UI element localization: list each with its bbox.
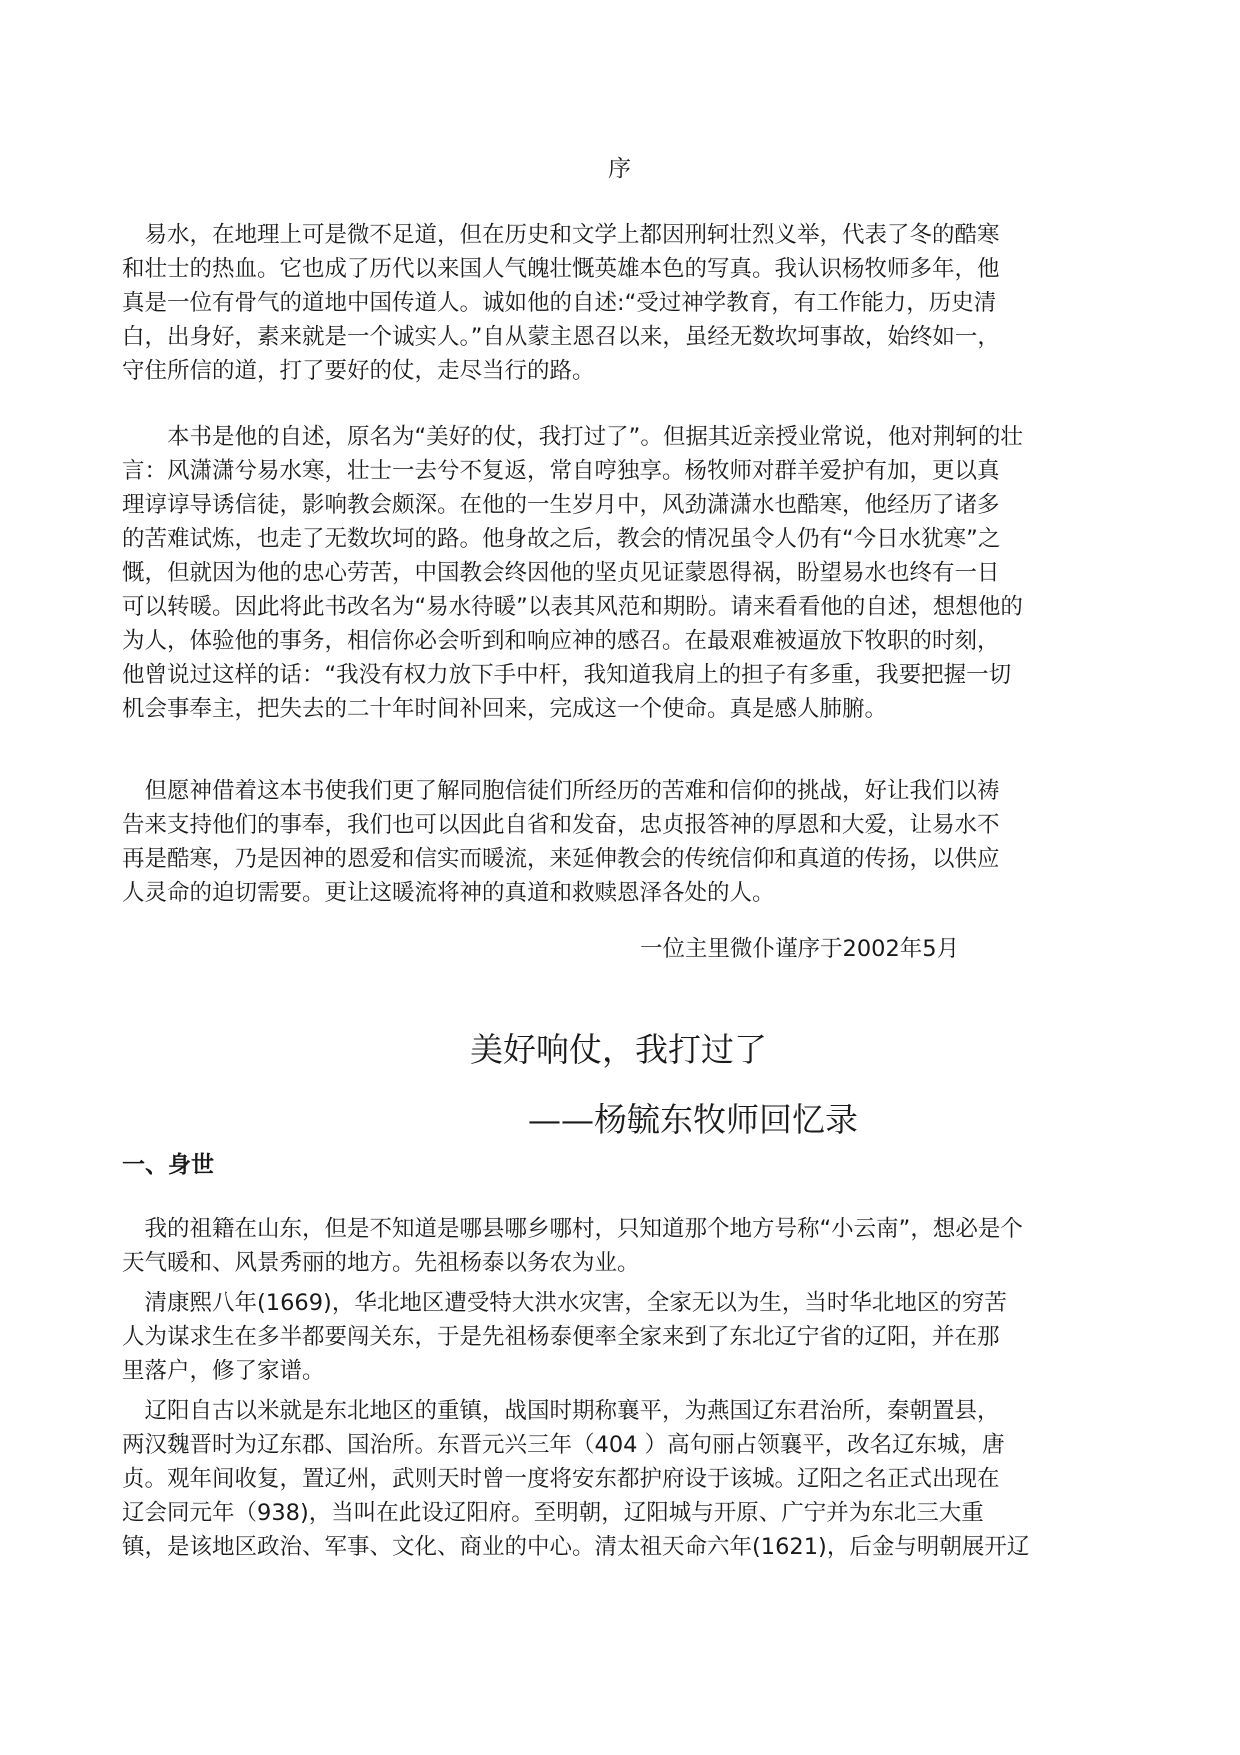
chapter-line: 辽会同元年（938)，当叫在此设辽阳府。至明朝，辽阳城与开原、广宁并为东北三大重 xyxy=(122,1500,984,1526)
preface-p2-line: 本书是他的自述，原名为“美好的仗，我打过了”。但据其近亲授业常说，他对荆轲的壮 xyxy=(122,424,1023,450)
chapter-line: 人为谋求生在多半都要闯关东，于是先祖杨泰便率全家来到了东北辽宁省的辽阳，并在那 xyxy=(122,1324,1000,1350)
chapter-line: 我的祖籍在山东，但是不知道是哪县哪乡哪村，只知道那个地方号称“小云南”，想必是个 xyxy=(122,1216,1023,1242)
preface-p2-line: 机会事奉主，把失去的二十年时间补回来，完成这一个使命。真是感人肺腑。 xyxy=(122,696,888,722)
preface-p1-line: 守住所信的道，打了要好的仗，走尽当行的路。 xyxy=(122,358,595,384)
preface-p3-line: 人灵命的迫切需要。更让这暖流将神的真道和救赎恩泽各处的人。 xyxy=(122,880,775,906)
preface-title: 序 xyxy=(608,156,631,182)
preface-p1-line: 易水，在地理上可是微不足道，但在历史和文学上都因刑轲壮烈义举，代表了冬的酷寒 xyxy=(122,222,1000,248)
book-title: 美好响仗，我打过了 xyxy=(470,1030,767,1069)
preface-p2-line: 为人，体验他的事务，相信你必会听到和响应神的感召。在最艰难被逼放下牧职的时刻， xyxy=(122,628,1000,654)
chapter-line: 里落户，修了家谱。 xyxy=(122,1358,325,1384)
section-heading: 一、身世 xyxy=(122,1152,214,1178)
chapter-line: 镇，是该地区政治、军事、文化、商业的中心。清太祖天命六年(1621)，后金与明朝展开辽 xyxy=(122,1534,1030,1560)
preface-p3-line: 再是酷寒，乃是因神的恩爱和信实而暖流，来延伸教会的传统信仰和真道的传扬，以供应 xyxy=(122,846,1000,872)
preface-p2-line: 理谆谆导诱信徒，影响教会颇深。在他的一生岁月中，风劲潇潇水也酷寒，他经历了诸多 xyxy=(122,492,1000,518)
preface-p2-line: 的苦难试炼，也走了无数坎坷的路。他身故之后，教会的情况虽令人仍有“今日水犹寒”之 xyxy=(122,526,1001,552)
preface-p2-line: 慨，但就因为他的忠心劳苦，中国教会终因他的坚贞见证蒙恩得祸，盼望易水也终有一日 xyxy=(122,560,1000,586)
preface-p3-line: 但愿神借着这本书使我们更了解同胞信徒们所经历的苦难和信仰的挑战，好让我们以祷 xyxy=(122,778,1000,804)
preface-p1-line: 白，出身好，素来就是一个诚实人。”自从蒙主恩召以来，虽经无数坎坷事故，始终如一， xyxy=(122,324,1000,350)
preface-p1-line: 和壮士的热血。它也成了历代以来国人气魄壮慨英雄本色的写真。我认识杨牧师多年，他 xyxy=(122,256,1000,282)
preface-signature: 一位主里微仆谨序于2002年5月 xyxy=(640,936,960,962)
chapter-line: 辽阳自古以米就是东北地区的重镇，战国时期称襄平，为燕国辽东君治所，秦朝置县， xyxy=(122,1398,1000,1424)
preface-p2-line: 言：风潇潇兮易水寒，壮士一去兮不复返，常自哼独享。杨牧师对群羊爱护有加，更以真 xyxy=(122,458,1000,484)
preface-p2-line: 可以转暖。因此将此书改名为“易水待暖”以表其风范和期盼。请来看看他的自述，想想他的 xyxy=(122,594,1023,620)
book-subtitle: ——杨毓东牧师回忆录 xyxy=(528,1100,858,1139)
chapter-line: 清康熙八年(1669)，华北地区遭受特大洪水灾害，全家无以为生，当时华北地区的穷苦 xyxy=(122,1290,1007,1316)
preface-p2-line: 他曾说过这样的话：“我没有权力放下手中杆，我知道我肩上的担子有多重，我要把握一切 xyxy=(122,662,1012,688)
chapter-line: 天气暖和、风景秀丽的地方。先祖杨泰以务农为业。 xyxy=(122,1250,640,1276)
chapter-line: 贞。观年间收复，置辽州，武则天时曾一度将安东都护府设于该城。辽阳之名正式出现在 xyxy=(122,1466,1000,1492)
chapter-line: 两汉魏晋时为辽东郡、国治所。东晋元兴三年（404 ）高句丽占领襄平，改名辽东城，唐 xyxy=(122,1432,1005,1458)
preface-p1-line: 真是一位有骨气的道地中国传道人。诚如他的自述:“受过神学教育，有工作能力，历史清 xyxy=(122,290,997,316)
preface-p3-line: 告来支持他们的事奉，我们也可以因此自省和发奋，忠贞报答神的厚恩和大爱，让易水不 xyxy=(122,812,1000,838)
